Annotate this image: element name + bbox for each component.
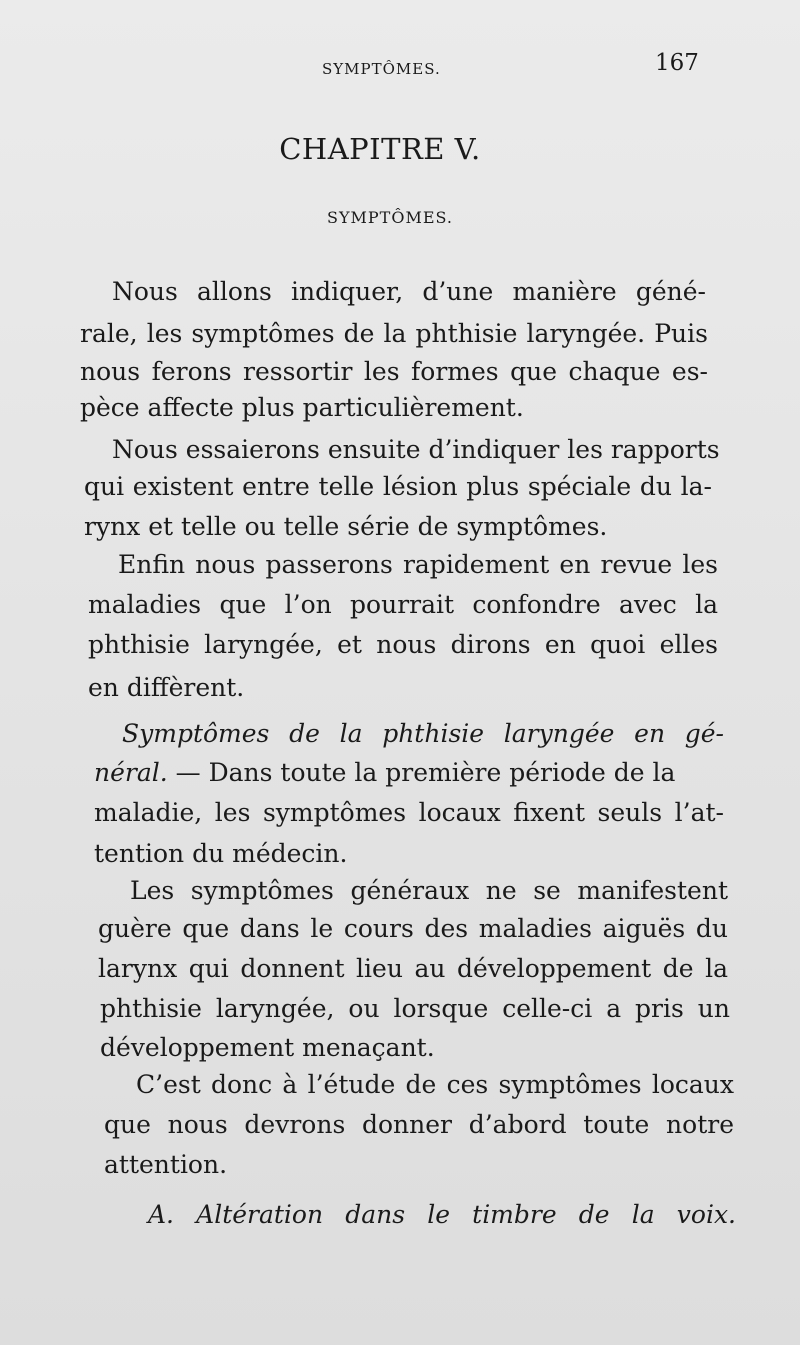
subheading-line	[94, 758, 675, 788]
subsection-heading: A. Altération dans le timbre de la voix.	[148, 1200, 736, 1229]
running-head: SYMPTÔMES.	[322, 60, 441, 78]
text-line: rynx et telle ou telle série de symptômes.	[84, 512, 608, 541]
text-line: développement menaçant.	[100, 1033, 435, 1062]
text-line: qui existent entre telle lésion plus spéciale du la-	[84, 472, 712, 501]
text-line: rale, les symptômes de la phthisie laryngée. Puis	[80, 319, 708, 348]
text-line: pèce affecte plus particulièrement.	[80, 393, 524, 422]
text-line: phthisie laryngée, et nous dirons en quoi elles	[88, 630, 718, 659]
text-line: maladie, les symptômes locaux fixent seuls l’at-	[94, 798, 724, 827]
text-line: C’est donc à l’étude de ces symptômes locaux	[136, 1070, 734, 1099]
text-line: larynx qui donnent lieu au développement de la	[98, 954, 728, 983]
text-line: Enfin nous passerons rapidement en revue les	[118, 550, 718, 579]
text-line: attention.	[104, 1150, 228, 1179]
chapter-title: CHAPITRE V.	[279, 132, 481, 166]
section-title: SYMPTÔMES.	[327, 208, 453, 227]
text-line: Les symptômes généraux ne se manifestent	[130, 876, 728, 905]
text-line: Nous allons indiquer, d’une manière géné-	[112, 277, 706, 306]
text-line: nous ferons ressortir les formes que chaque es-	[80, 357, 708, 386]
text-line: phthisie laryngée, ou lorsque celle-ci a pris un	[100, 994, 730, 1023]
subheading-end: néral.	[94, 758, 168, 787]
page-number: 167	[655, 50, 699, 76]
text-line: que nous devrons donner d’abord toute notre	[104, 1110, 734, 1139]
text-line: maladies que l’on pourrait confondre avec la	[88, 590, 718, 619]
text-line: Nous essaierons ensuite d’indiquer les rapports	[112, 435, 720, 464]
text-segment: — Dans toute la première période de la	[175, 758, 676, 787]
subheading-line: Symptômes de la phthisie laryngée en gé-	[122, 719, 724, 748]
text-line: tention du médecin.	[94, 839, 348, 868]
text-line: en diffèrent.	[88, 673, 245, 702]
text-line: guère que dans le cours des maladies aiguës du	[98, 914, 728, 943]
